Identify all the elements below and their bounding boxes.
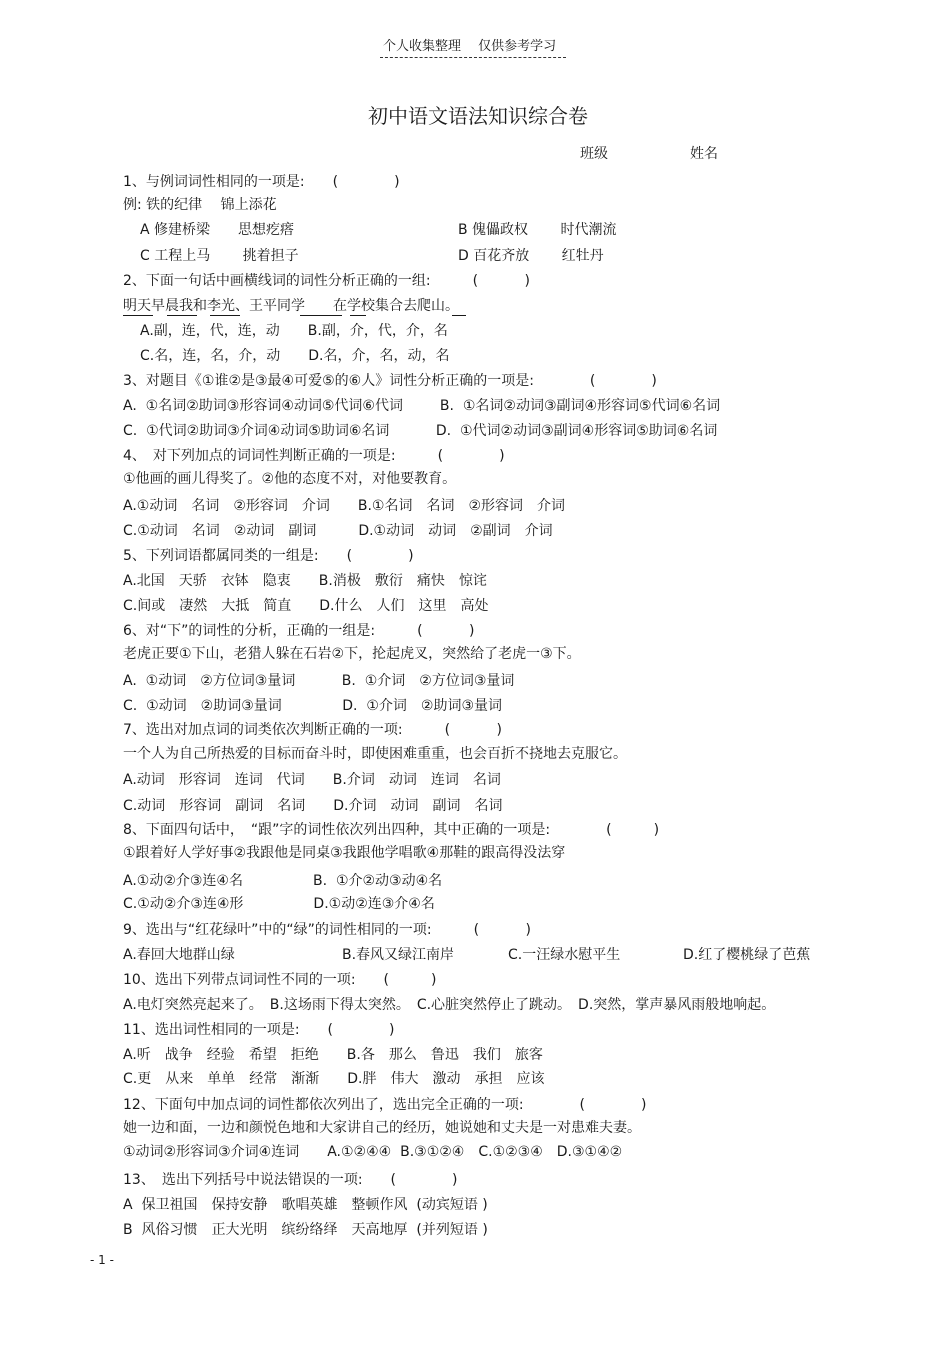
question-5: 5、下列词语都属同类的一组是: ( ): [123, 548, 414, 564]
underline: [210, 315, 240, 316]
underline: [452, 315, 466, 316]
option-line: C.一汪绿水慰平生: [508, 947, 621, 963]
option-line: C. ①动词 ②助词③量词 D. ①介词 ②助词③量词: [123, 698, 503, 714]
question-13: 13、 选出下列括号中说法错误的一项: ( ): [123, 1172, 458, 1188]
option-line: A 保卫祖国 保持安静 歌唱英雄 整顿作风 (动宾短语 ): [123, 1197, 488, 1213]
sentence-line: 一个人为自己所热爱的目标而奋斗时，即使困难重重，也会百折不挠地去克服它。: [123, 746, 627, 762]
question-8: 8、下面四句话中， “跟”字的词性依次列出四种，其中正确的一项是: ( ): [123, 822, 660, 838]
page-title: 初中语文语法知识综合卷: [368, 104, 588, 128]
option-line: C.动词 形容词 副词 名词 D.介词 动词 副词 名词: [123, 798, 503, 814]
option-line: A.①动②介③连④名 B. ①介②动③动④名: [123, 873, 443, 889]
option-line: B 风俗习惯 正大光明 缤纷络绎 天高地厚 (并列短语 ): [123, 1222, 488, 1238]
underline: [167, 315, 197, 316]
option-line: C.更 从来 单单 经常 渐渐 D.胖 伟大 激动 承担 应该: [123, 1071, 545, 1087]
option-line: C.名，连，名，介，动 D.名，介，名，动，名: [140, 348, 450, 364]
option-line: A 修建桥梁 思想疙瘩: [140, 222, 295, 238]
sentence-line: ①跟着好人学好事②我跟他是同桌③我跟他学唱歌④那鞋的跟高得没法穿: [123, 845, 566, 861]
option-line: A.春回大地群山绿: [123, 947, 235, 963]
question-10: 10、选出下列带点词词性不同的一项: ( ): [123, 972, 437, 988]
option-line: C.间或 凄然 大抵 简直 D.什么 人们 这里 高处: [123, 598, 489, 614]
option-line: C.①动词 名词 ②动词 副词 D.①动词 动词 ②副词 介词: [123, 523, 553, 539]
question-7: 7、选出对加点词的词类依次判断正确的一项: ( ): [123, 722, 502, 738]
option-line: C. ①代词②助词③介词④动词⑤助词⑥名词 D. ①代词②动词③副词④形容词⑤助词⑥名词: [123, 423, 718, 439]
question-1: 1、与例词词性相同的一项是: ( ): [123, 174, 400, 190]
option-line: A.动词 形容词 连词 代词 B.介词 动词 连词 名词: [123, 772, 501, 788]
question-4: 4、 对下列加点的词词性判断正确的一项是: ( ): [123, 448, 505, 464]
question-3: 3、对题目《①谁②是③最④可爱⑤的⑥人》词性分析正确的一项是: ( ): [123, 373, 657, 389]
option-line: D 百花齐放 红牡丹: [458, 248, 604, 264]
question-2: 2、下面一句话中画横线词的词性分析正确的一组: ( ): [123, 273, 530, 289]
option-line: D.红了樱桃绿了芭蕉: [683, 947, 811, 963]
option-line: A.北国 天骄 衣钵 隐衷 B.消极 敷衍 痛快 惊诧: [123, 573, 487, 589]
underline: [123, 315, 153, 316]
sentence-line: 她一边和面，一边和颜悦色地和大家讲自己的经历，她说她和丈夫是一对患难夫妻。: [123, 1120, 641, 1136]
underline: [300, 315, 342, 316]
option-line: C 工程上马 挑着担子: [140, 248, 299, 264]
option-line: A.电灯突然亮起来了。 B.这场雨下得太突然。 C.心脏突然停止了跳动。 D.突然，掌声暴风雨般地响起。: [123, 997, 776, 1013]
option-line: B.春风又绿江南岸: [342, 947, 455, 963]
option-line: B 傀儡政权 时代潮流: [458, 222, 617, 238]
header-left: 个人收集整理: [383, 39, 462, 54]
question-12: 12、下面句中加点词的词性都依次列出了，选出完全正确的一项: ( ): [123, 1097, 647, 1113]
question-6: 6、对“下”的词性的分析，正确的一组是: ( ): [123, 623, 475, 639]
option-line: ①动词②形容词③介词④连词 A.①②④④ B.③①②④ C.①②③④ D.③①④②: [123, 1144, 623, 1160]
option-line: A.听 战争 经验 希望 拒绝 B.各 那么 鲁迅 我们 旅客: [123, 1047, 543, 1063]
header-right: 仅供参考学习: [478, 39, 557, 54]
option-line: A.①动词 名词 ②形容词 介词 B.①名词 名词 ②形容词 介词: [123, 498, 566, 514]
sentence-line: 明天早晨我和李光、王平同学 在学校集合去爬山。: [123, 298, 459, 314]
page-header: [383, 38, 556, 56]
name-label: 姓名: [690, 146, 718, 162]
option-line: A.副，连，代，连，动 B.副，介，代，介，名: [140, 323, 448, 339]
header-divider: [380, 57, 566, 58]
example-line: 例: 铁的纪律 锦上添花: [123, 197, 277, 213]
question-9: 9、选出与“红花绿叶”中的“绿”的词性相同的一项: ( ): [123, 922, 532, 938]
option-line: C.①动②介③连④形 D.①动②连③介④名: [123, 896, 435, 912]
underline: [350, 315, 366, 316]
sentence-line: 老虎正要①下山，老猎人躲在石岩②下，抡起虎叉，突然给了老虎一③下。: [123, 646, 581, 662]
option-line: A. ①名词②助词③形容词④动词⑤代词⑥代词 B. ①名词②动词③副词④形容词⑤代词⑥名词: [123, 398, 721, 414]
class-label: 班级: [580, 146, 608, 162]
question-11: 11、选出词性相同的一项是: ( ): [123, 1022, 395, 1038]
option-line: A. ①动词 ②方位词③量词 B. ①介词 ②方位词③量词: [123, 673, 515, 689]
sentence-line: ①他画的画儿得奖了。②他的态度不对，对他要教育。: [123, 471, 457, 487]
page-number: - 1 -: [90, 1253, 114, 1267]
